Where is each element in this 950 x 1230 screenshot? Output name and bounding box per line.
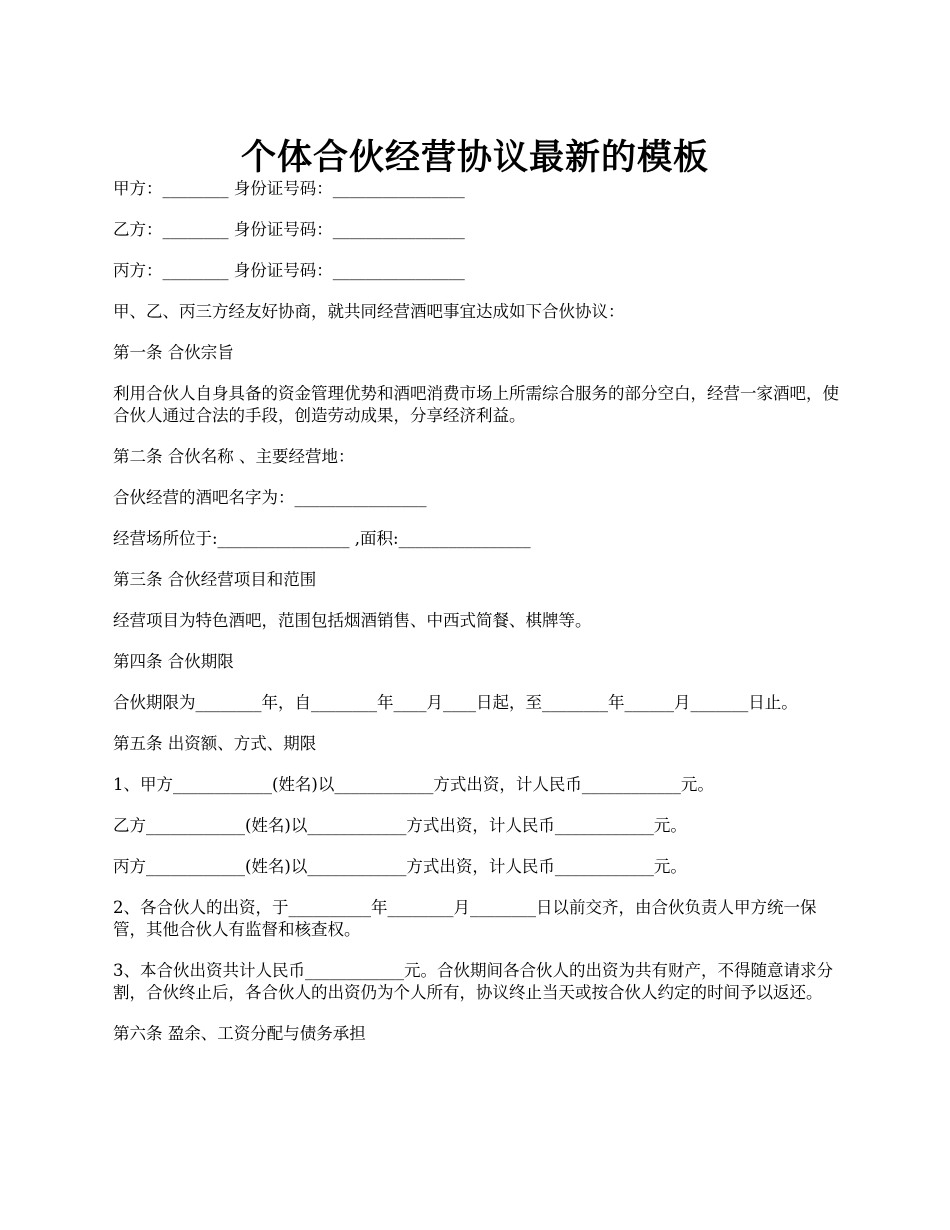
article-3-text: 经营项目为特色酒吧，范围包括烟酒销售、中西式简餐、棋牌等。: [113, 611, 592, 630]
article-5-heading: 第五条 出资额、方式、期限: [113, 734, 317, 753]
document-body: [113, 178, 841, 1064]
contribution-party-b: 乙方____________(姓名)以____________方式出资，计人民币____________元。: [113, 816, 687, 835]
bar-name-line: 合伙经营的酒吧名字为：________________: [113, 488, 427, 507]
article-4-heading: 第四条 合伙期限: [113, 652, 234, 671]
party-c-line: 丙方：________ 身份证号码：________________: [113, 261, 465, 280]
article-2-heading: 第二条 合伙名称 、主要经营地：: [113, 447, 355, 466]
agreement-intro: 甲、乙、丙三方经友好协商，就共同经营酒吧事宜达成如下合伙协议：: [113, 302, 625, 321]
article-1-heading: 第一条 合伙宗旨: [113, 343, 234, 362]
page-title: 个体合伙经营协议最新的模板: [240, 137, 709, 179]
contribution-party-c: 丙方____________(姓名)以____________方式出资，计人民币____________元。: [113, 857, 687, 876]
article-3-heading: 第三条 合伙经营项目和范围: [113, 570, 317, 589]
party-a-line: 甲方：________ 身份证号码：________________: [113, 179, 465, 198]
contribution-total: 3、本合伙出资共计人民币____________元。合伙期间各合伙人的出资为共有财产，不得随意请求分割，合伙终止后，各合伙人的出资仍为个人所有，协议终止当天或按合伙人约定的时间予以返还。: [113, 961, 833, 1002]
article-1-text: 利用合伙人自身具备的资金管理优势和酒吧消费市场上所需综合服务的部分空白，经营一家酒吧，使合伙人通过合法的手段，创造劳动成果，分享经济利益。: [113, 384, 839, 425]
article-6-heading: 第六条 盈余、工资分配与债务承担: [113, 1024, 366, 1043]
contribution-deadline: 2、各合伙人的出资，于__________年________月________日以前交齐，由合伙负责人甲方统一保管，其他合伙人有监督和核查权。: [113, 898, 817, 939]
location-area-line: 经营场所位于:________________ ,面积:________________: [113, 529, 531, 548]
contribution-party-a: 1、甲方____________(姓名)以____________方式出资，计人民币____________元。: [113, 775, 714, 794]
party-b-line: 乙方：________ 身份证号码：________________: [113, 220, 465, 239]
article-4-text: 合伙期限为________年，自________年____月____日起，至________年______月_______日止。: [113, 693, 798, 712]
